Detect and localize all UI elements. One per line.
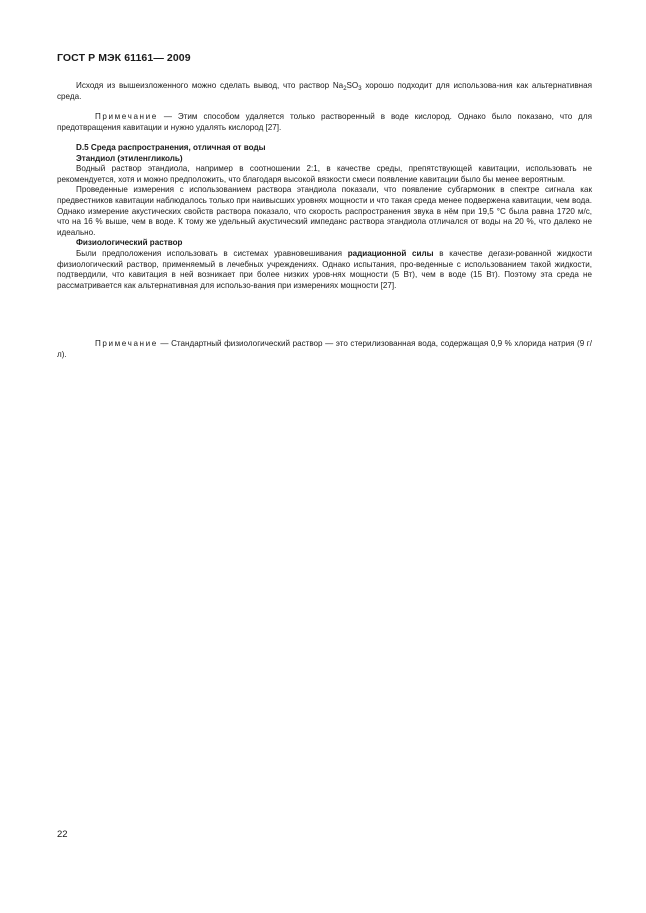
note-1-text: — Этим способом удаляется только растворенный в воде кислород. Однако было показано, что для предотвращения кавитации и нужно удалять кислород [27]. xyxy=(57,112,592,132)
section-d5 xyxy=(57,143,592,291)
formula-so: SO xyxy=(346,81,359,90)
subheading-saline: Физиологический раствор xyxy=(76,238,183,248)
paragraph-ethanediol-1: Водный раствор этандиола, например в соотношении 2:1, в качестве среды, препятствующей кавитации, использовать не рекомендуется, хотя и можно предположить, что благодаря высокой вязкости смеси появление кавитации было бы менее вероятным. xyxy=(57,164,592,184)
note-2-text: — Стандартный физиологический раствор — это стерилизованная вода, содержащая 0,9 % хлорида натрия (9 г/л). xyxy=(57,339,592,359)
conclusion-text-after: хорошо подходит для использова-ния как альтернативная среда. xyxy=(57,81,592,101)
conclusion-paragraph xyxy=(57,81,592,102)
note-2 xyxy=(57,339,592,360)
saline-text-before: Были предположения использовать в системах уравновешивания xyxy=(76,248,348,258)
conclusion-text-before: Исходя из вышеизложенного можно сделать вывод, что раствор Na xyxy=(76,81,344,90)
note-1 xyxy=(57,112,592,133)
paragraph-saline xyxy=(57,249,592,291)
subscript-2: 2 xyxy=(343,86,347,92)
note-2-label: Примечание xyxy=(95,339,158,348)
paragraph-ethanediol-2: Проведенные измерения с использованием раствора этандиола показали, что появление субгармоник в спектре сигнала как предвестников кавитации наблюдалось только при наивысших уровнях мощности и что такая среда менее подвержена кавитации, чем вода. Однако измерение акустических свойств раствора показало, что скорость распространения звука в нём при 19,5 °С была равна 1720 м/с, что на 16 % выше, чем в воде. К тому же удельный акустический импеданс раствора этандиола отличался от воды на 20 %, что далеко не идеально. xyxy=(57,185,592,237)
subheading-ethanediol: Этандиол (этиленгликоль) xyxy=(76,153,183,163)
page-number: 22 xyxy=(57,829,68,840)
note-1-label: Примечание xyxy=(95,112,158,121)
saline-text-after: в качестве дегази-рованной жидкости физиологический раствор, применяемый в лечебных учреждениях. Однако испытания, про-веденные с использованием такой жидкости, подтвердили, что кавитация в ней возникает при более низких уров-нях мощности (5 Вт), чем в воде (15 Вт). Поэтому эта среда не рассматривается как альтернативная для использо-вания при измерениях мощности [27]. xyxy=(57,248,592,290)
standard-header: ГОСТ Р МЭК 61161— 2009 xyxy=(57,52,191,64)
saline-bold-term: радиационной силы xyxy=(347,248,434,258)
subscript-3: 3 xyxy=(358,86,362,92)
section-d5-title: D.5 Среда распространения, отличная от воды xyxy=(76,143,266,152)
